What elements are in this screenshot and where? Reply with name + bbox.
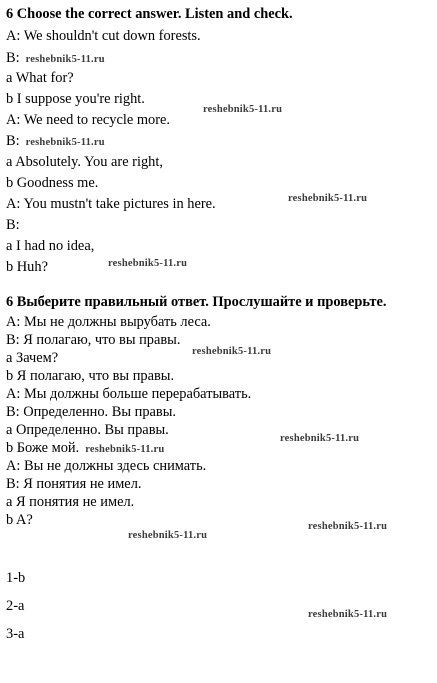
answer-option: b A? [6, 512, 33, 528]
watermark: reshebnik5-11.ru [192, 346, 272, 357]
watermark: reshebnik5-11.ru [203, 104, 283, 115]
dialogue-line: A: We need to recycle more. [6, 112, 170, 128]
answer-option: a What for? [6, 70, 74, 86]
dialogue-line: A: Вы не должны здесь снимать. [6, 458, 207, 474]
answer-key-item: 1-b [6, 570, 26, 586]
answer-option [6, 440, 164, 458]
watermark: reshebnik5-11.ru [25, 137, 105, 148]
watermark: reshebnik5-11.ru [128, 530, 208, 541]
dialogue-line: B: Я полагаю, что вы правы. [6, 332, 181, 348]
answer-option: a Absolutely. You are right, [6, 154, 163, 170]
dialogue-line [6, 50, 105, 68]
answer-option: a Определенно. Вы правы. [6, 422, 169, 438]
answer-key-item: 2-a [6, 598, 25, 614]
dialogue-line: B: Я понятия не имел. [6, 476, 142, 492]
dialogue-line [6, 133, 105, 151]
answer-option: a I had no idea, [6, 238, 95, 254]
answer-key-item: 3-a [6, 626, 25, 642]
watermark: reshebnik5-11.ru [288, 193, 368, 204]
answer-option: b I suppose you're right. [6, 91, 145, 107]
dialogue-line: A: Мы должны больше перерабатывать. [6, 386, 252, 402]
answer-option: b Я полагаю, что вы правы. [6, 368, 175, 384]
exercise-title-en: 6 Choose the correct answer. Listen and check. [6, 6, 293, 22]
speaker-label: B: [6, 50, 20, 66]
answer-text: b Боже мой. [6, 440, 80, 456]
watermark: reshebnik5-11.ru [25, 54, 105, 65]
exercise-title-ru: 6 Выберите правильный ответ. Прослушайте и проверьте. [6, 294, 387, 310]
answer-option: b Huh? [6, 259, 48, 275]
watermark: reshebnik5-11.ru [85, 444, 165, 455]
dialogue-line: A: We shouldn't cut down forests. [6, 28, 201, 44]
speaker-label: B: [6, 133, 20, 149]
dialogue-line: A: Мы не должны вырубать леса. [6, 314, 211, 330]
watermark: reshebnik5-11.ru [308, 609, 388, 620]
watermark: reshebnik5-11.ru [108, 258, 188, 269]
watermark: reshebnik5-11.ru [308, 521, 388, 532]
dialogue-line: B: [6, 217, 20, 233]
watermark: reshebnik5-11.ru [280, 433, 360, 444]
dialogue-line: B: Определенно. Вы правы. [6, 404, 176, 420]
answer-option: a Я понятия не имел. [6, 494, 135, 510]
answer-option: a Зачем? [6, 350, 59, 366]
dialogue-line: A: You mustn't take pictures in here. [6, 196, 216, 212]
answer-option: b Goodness me. [6, 175, 99, 191]
